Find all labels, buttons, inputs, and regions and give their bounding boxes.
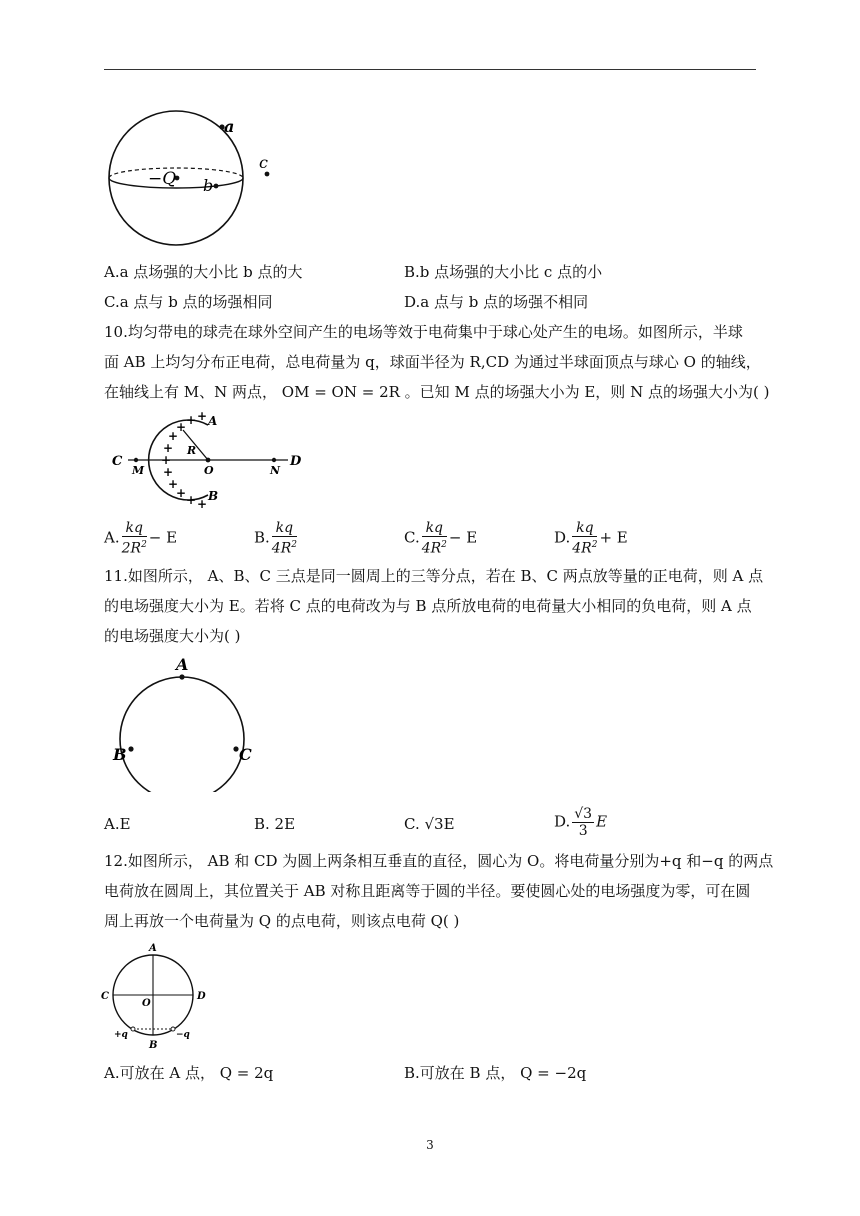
- q9-option-a: A.a 点场强的大小比 b 点的大: [104, 263, 303, 281]
- svg-text:+: +: [163, 465, 174, 479]
- svg-text:+: +: [176, 486, 187, 500]
- svg-text:+: +: [197, 409, 208, 423]
- page-number: 3: [426, 1138, 434, 1152]
- point-c-dot: [265, 172, 270, 177]
- q10-option-a: A. $\frac{kq}{2R^2}$ − E: [104, 520, 178, 557]
- svg-text:+: +: [163, 441, 174, 455]
- label-a: a: [224, 117, 235, 136]
- label-plus-q: +q: [114, 1030, 128, 1040]
- q9-option-c: C.a 点与 b 点的场强相同: [104, 293, 273, 311]
- label-a: A: [149, 943, 157, 954]
- label-r: R: [187, 444, 197, 457]
- q10-option-b: B. $\frac{kq}{4R^2}$: [254, 520, 297, 557]
- label-b: B: [208, 489, 219, 503]
- q10-text-line3: 在轴线上有 M、N 两点， OM = ON = 2R 。已知 M 点的场强大小为 E，则 N 点的场强大小为( ): [104, 383, 770, 401]
- q12-option-b: B.可放在 B 点， Q = −2q: [404, 1064, 587, 1082]
- svg-text:+: +: [186, 493, 197, 507]
- q12-text-line3: 周上再放一个电荷量为 Q 的点电荷，则该点电荷 Q( ): [104, 912, 460, 930]
- q10-text-line2: 面 AB 上均匀分布正电荷，总电荷量为 q，球面半径为 R,CD 为通过半球面顶点与球心 O 的轴线，: [104, 353, 761, 371]
- label-b: b: [203, 176, 214, 195]
- label-d: D: [290, 454, 302, 469]
- label-minus-q: −q: [176, 1030, 190, 1040]
- label-o: O: [204, 464, 214, 477]
- label-a: A: [208, 414, 218, 428]
- q10-hemisphere-figure: [108, 408, 308, 510]
- label-d: D: [197, 991, 206, 1002]
- q11-circle-figure: [108, 652, 268, 792]
- svg-text:+: +: [197, 497, 208, 510]
- label-c: C: [112, 454, 123, 469]
- svg-text:+: +: [186, 413, 197, 427]
- label-b: B: [149, 1040, 158, 1051]
- label-m: M: [132, 464, 145, 477]
- q12-text-line1: 12.如图所示， AB 和 CD 为圆上两条相互垂直的直径，圆心为 O。将电荷量分别为+q 和−q 的两点: [104, 852, 774, 870]
- svg-text:+: +: [161, 453, 172, 467]
- label-c: c: [259, 153, 268, 172]
- label-center-charge: −Q: [148, 169, 177, 189]
- label-n: N: [270, 464, 281, 477]
- q9-option-d: D.a 点与 b 点的场强不相同: [404, 293, 589, 311]
- q11-text-line3: 的电场强度大小为( ): [104, 627, 241, 645]
- label-o: O: [142, 998, 151, 1009]
- label-a: A: [176, 655, 189, 674]
- q9-option-b: B.b 点场强的大小比 c 点的小: [404, 263, 603, 281]
- label-c: C: [101, 991, 109, 1002]
- q10-option-d: D. $\frac{kq}{4R^2}$ + E: [554, 520, 628, 557]
- q11-option-b: B. 2E: [254, 815, 296, 833]
- q11-text-line2: 的电场强度大小为 E。若将 C 点的电荷改为与 B 点所放电荷的电荷量大小相同的负电荷，则 A 点: [104, 597, 752, 615]
- svg-text:+: +: [176, 420, 187, 434]
- q10-option-c: C. $\frac{kq}{4R^2}$ − E: [404, 520, 478, 557]
- q11-option-c: C. √3E: [404, 815, 455, 833]
- point-b-dot: [214, 184, 219, 189]
- q12-text-line2: 电荷放在圆周上，其位置关于 AB 对称且距离等于圆的半径。要使圆心处的电场强度为零，可在圆: [104, 882, 751, 900]
- label-c: C: [239, 745, 252, 764]
- q9-sphere-figure: [104, 100, 294, 265]
- header-rule: [104, 69, 756, 70]
- label-b: B: [113, 745, 127, 764]
- q12-circle-figure: [100, 940, 220, 1055]
- svg-text:+: +: [168, 429, 179, 443]
- q11-option-a: A.E: [104, 815, 131, 833]
- q10-text-line1: 10.均匀带电的球壳在球外空间产生的电场等效于电荷集中于球心处产生的电场。如图所示，半球: [104, 323, 743, 341]
- q12-option-a: A.可放在 A 点， Q = 2q: [104, 1064, 274, 1082]
- q11-text-line1: 11.如图所示， A、B、C 三点是同一圆周上的三等分点，若在 B、C 两点放等量的正电荷，则 A 点: [104, 567, 764, 585]
- q11-option-d: D. $\frac{√3}{3}$ E: [554, 806, 608, 839]
- svg-text:+: +: [168, 477, 179, 491]
